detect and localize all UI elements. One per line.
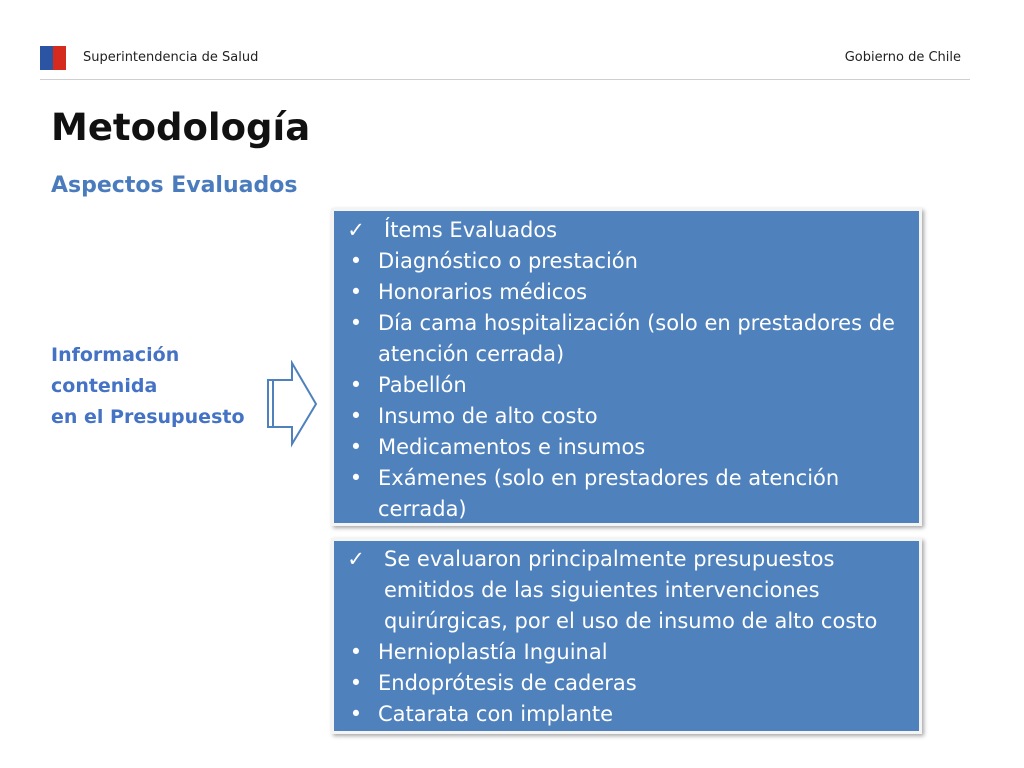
page-title: Metodología [51,106,311,149]
info-line: Información [51,344,180,366]
bullet-icon: • [349,280,363,304]
page-subtitle: Aspectos Evaluados [51,173,298,198]
list-item [344,401,919,432]
chile-flag-icon [40,46,66,70]
list-item-text: Ítems Evaluados [384,218,558,242]
list-item [344,246,919,277]
bullet-icon: • [349,435,363,459]
list-item [344,277,919,308]
list-item-text: Hernioplastía Inguinal [378,640,608,664]
list-item [344,308,919,370]
list-item-text: Medicamentos e insumos [378,435,646,459]
list-item [344,668,919,699]
list-item-text: Exámenes (solo en prestadores de atención cerrada) [378,466,840,521]
bullet-icon: • [349,373,363,397]
right-arrow-icon [262,360,320,448]
list-item-text: Catarata con implante [378,702,614,726]
check-icon: ✓ [347,547,365,571]
check-icon: ✓ [347,218,365,242]
list-item-text: Se evaluaron principalmente presupuestos emitidos de las siguientes intervenciones quirúrgicas, por el uso de insumo de alto costo [384,547,878,633]
info-label [51,340,245,433]
list-item-text: Endoprótesis de caderas [378,671,637,695]
list-item-text: Día cama hospitalización (solo en prestadores de atención cerrada) [378,311,895,366]
list-item [344,432,919,463]
header-divider [40,79,970,80]
list-item [344,699,919,730]
bullet-icon: • [349,249,363,273]
bullet-icon: • [349,671,363,695]
surgeries-box [331,538,922,734]
bullet-icon: • [349,466,363,490]
list-item [344,215,919,246]
bullet-icon: • [349,702,363,726]
list-item [344,544,919,637]
bullet-icon: • [349,404,363,428]
list-item-text: Pabellón [378,373,467,397]
header-government: Gobierno de Chile [844,50,961,65]
evaluated-items-box [331,208,922,526]
list-item [344,637,919,668]
bullet-icon: • [349,640,363,664]
list-item-text: Honorarios médicos [378,280,588,304]
info-line: en el Presupuesto [51,406,245,428]
list-item-text: Insumo de alto costo [378,404,598,428]
flag-red-segment [53,46,66,70]
header-org-name: Superintendencia de Salud [83,50,259,65]
info-line: contenida [51,375,158,397]
list-item [344,463,919,525]
bullet-icon: • [349,311,363,335]
flag-blue-segment [40,46,53,70]
list-item-text: Diagnóstico o prestación [378,249,638,273]
list-item [344,370,919,401]
